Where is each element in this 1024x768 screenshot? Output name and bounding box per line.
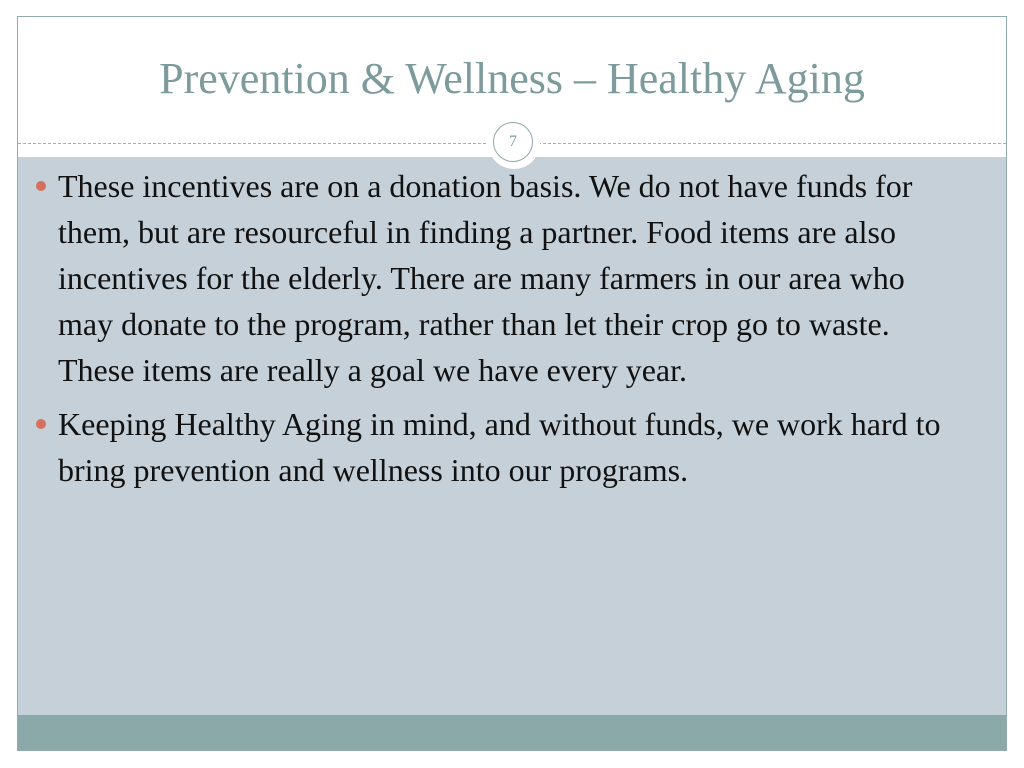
list-item (58, 401, 963, 493)
bullet-text: These incentives are on a donation basis. We do not have funds for them, but are resourceful in finding a partner. Food items are also incentives for the elderly. There are many farmers in our area who may donate to the program, rather than let their crop go to waste. These items are really a goal we have every year. (58, 168, 913, 388)
bullet-icon (36, 181, 46, 191)
list-item (58, 163, 963, 393)
bullet-list (58, 163, 963, 501)
bullet-text: Keeping Healthy Aging in mind, and without funds, we work hard to bring prevention and wellness into our programs. (58, 406, 941, 488)
footer-bar (18, 715, 1006, 751)
bullet-icon (36, 419, 46, 429)
slide-number-badge (488, 117, 540, 169)
slide-number: 7 (493, 122, 533, 162)
slide-title: Prevention & Wellness – Healthy Aging (159, 54, 865, 103)
